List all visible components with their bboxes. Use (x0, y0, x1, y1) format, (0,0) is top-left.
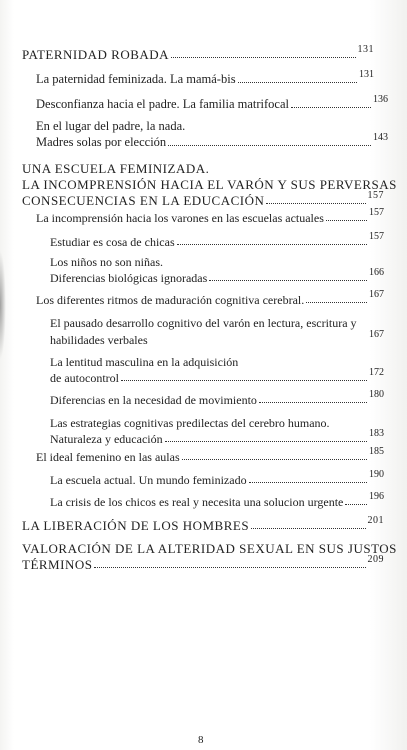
toc-subsection-estudiar (50, 231, 384, 249)
toc-chapter-liberacion (22, 515, 384, 533)
toc-title: Naturaleza y educación (50, 432, 163, 446)
page-number: 8 (198, 734, 204, 746)
dot-leader (266, 203, 365, 204)
dot-leader (182, 459, 367, 460)
toc-page-number: 167 (369, 329, 384, 340)
toc-section-lugar-padre (36, 131, 388, 149)
toc-subsection-ninos-line1: Los niños no son niñas. (50, 255, 164, 269)
toc-page-number: 167 (369, 289, 384, 300)
toc-section-lugar-padre-line1: En el lugar del padre, la nada. (36, 119, 186, 133)
dot-leader (171, 57, 355, 58)
toc-chapter-paternidad-robada (22, 44, 374, 62)
toc-subsection-ninos (50, 267, 384, 285)
toc-page-number: 136 (373, 93, 388, 105)
toc-chapter-valoracion-line1: VALORACIÓN DE LA ALTERIDAD SEXUAL EN SUS JUSTOS (22, 541, 397, 556)
toc-page-number: 190 (369, 469, 384, 480)
dot-leader (251, 528, 365, 529)
dot-leader (259, 402, 367, 403)
dot-leader (345, 504, 367, 505)
toc-title: Diferencias biológicas ignoradas (50, 271, 208, 285)
toc-page-number: 180 (369, 389, 384, 400)
toc-page-number: 157 (369, 231, 384, 242)
toc-subsection-crisis (50, 491, 384, 509)
toc-title: Los diferentes ritmos de maduración cognitiva cerebral. (36, 293, 305, 307)
toc-subsection-estrategias-line1: Las estrategias cognitivas predilectas del cerebro humano. (50, 416, 330, 430)
toc-title: LA LIBERACIÓN DE LOS HOMBRES (22, 518, 250, 533)
toc-subsection-movimiento (50, 389, 384, 407)
toc-page-number: 201 (367, 515, 384, 526)
toc-page-number: 131 (357, 44, 374, 55)
toc-page-number: 196 (369, 491, 384, 502)
toc-title: CONSECUENCIAS EN LA EDUCACIÓN (22, 193, 265, 208)
dot-leader (168, 145, 371, 146)
toc-page-number: 183 (369, 428, 384, 439)
dot-leader (94, 567, 365, 568)
toc-section-paternidad-feminizada (36, 68, 374, 86)
toc-subsection-pausado (50, 329, 384, 347)
toc-chapter-escuela (22, 190, 384, 208)
dot-leader (306, 302, 367, 303)
toc-title: TÉRMINOS (22, 557, 93, 572)
dot-leader (121, 380, 367, 381)
toc-title: Desconfianza hacia el padre. La familia matrifocal (36, 97, 289, 111)
toc-page-number: 157 (369, 207, 384, 218)
toc-page-number: 172 (369, 367, 384, 378)
toc-title: habilidades verbales (50, 333, 148, 347)
toc-chapter-escuela-line1: UNA ESCUELA FEMINIZADA. (22, 161, 210, 176)
binding-shadow (0, 250, 6, 360)
dot-leader (209, 280, 367, 281)
toc-page-number: 143 (373, 131, 388, 143)
toc-section-desconfianza (36, 93, 388, 111)
toc-chapter-valoracion (22, 554, 384, 572)
toc-title: PATERNIDAD ROBADA (22, 47, 170, 62)
toc-title: Madres solas por elección (36, 135, 167, 149)
toc-title: La crisis de los chicos es real y necesita una solucion urgente (50, 495, 344, 509)
dot-leader (165, 441, 367, 442)
toc-title: La escuela actual. Un mundo feminizado (50, 473, 247, 487)
dot-leader (249, 482, 367, 483)
toc-page-number: 209 (367, 554, 384, 565)
toc-title: de autocontrol (50, 371, 119, 385)
dot-leader (177, 244, 367, 245)
toc-page-number: 166 (369, 267, 384, 278)
toc-title: Estudiar es cosa de chicas (50, 235, 175, 249)
dot-leader (326, 220, 367, 221)
toc-page-number: 131 (359, 68, 374, 80)
dot-leader (238, 82, 357, 83)
toc-section-ideal (36, 446, 384, 464)
toc-title: La incomprensión hacia los varones en las escuelas actuales (36, 211, 324, 225)
toc-page-number: 157 (367, 190, 384, 201)
toc-subsection-escuela-actual (50, 469, 384, 487)
toc-subsection-estrategias (50, 428, 384, 446)
toc-section-ritmos (36, 289, 384, 307)
dot-leader (291, 107, 371, 108)
toc-chapter-escuela-line2: LA INCOMPRENSIÓN HACIA EL VARÓN Y SUS PERVERSAS (22, 177, 397, 192)
toc-subsection-lentitud (50, 367, 384, 385)
toc-section-incomprension (36, 207, 384, 225)
toc-title: Diferencias en la necesidad de movimiento (50, 393, 257, 407)
toc-page-number: 185 (369, 446, 384, 457)
dot-leader (150, 342, 367, 343)
toc-subsection-pausado-line1: El pausado desarrollo cognitivo del varón en lectura, escritura y (50, 316, 357, 330)
toc-title: El ideal femenino en las aulas (36, 450, 180, 464)
toc-title: La paternidad feminizada. La mamá-bis (36, 72, 236, 86)
toc-subsection-lentitud-line1: La lentitud masculina en la adquisición (50, 355, 239, 369)
